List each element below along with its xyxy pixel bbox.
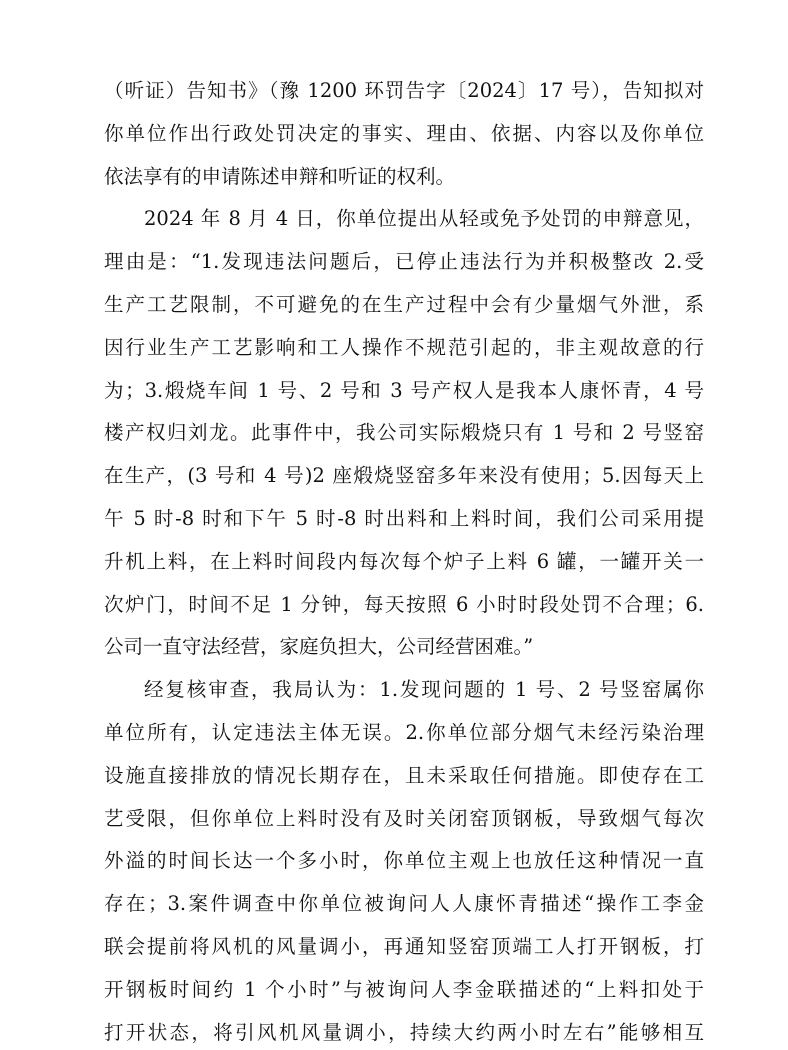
text-line: 依法享有的申请陈述申辩和听证的权利。 (104, 164, 456, 188)
text-line: 2024 年 8 月 4 日，你单位提出从轻或免予处罚的申辩意见， (144, 207, 704, 231)
text-line: 经复核审查，我局认为：1.发现问题的 1 号、2 号竖窑属你 (144, 678, 704, 702)
text-line: 开钢板时间约 1 个小时”与被询问人李金联描述的“上料扣处于 (104, 977, 704, 1001)
text-line: 升机上料，在上料时间段内每次每个炉子上料 6 罐，一罐开关一 (104, 549, 704, 573)
text-line: 在生产，(3 号和 4 号)2 座煅烧竖窑多年来没有使用；5.因每天上 (104, 464, 704, 488)
text-line: 存在；3.案件调查中你单位被询问人人康怀青描述“操作工李金 (104, 892, 704, 916)
text-line: 生产工艺限制，不可避免的在生产过程中会有少量烟气外泄，系 (104, 293, 704, 316)
text-line: 你单位作出行政处罚决定的事实、理由、依据、内容以及你单位 (104, 121, 704, 145)
text-line: 次炉门，时间不足 1 分钟，每天按照 6 小时时段处罚不合理；6. (104, 592, 704, 616)
text-line: 联会提前将风机的风量调小，再通知竖窑顶端工人打开钢板，打 (104, 935, 704, 958)
text-line: 为；3.煅烧车间 1 号、2 号和 3 号产权人是我本人康怀青，4 号 (104, 378, 704, 402)
text-line: 公司一直守法经营，家庭负担大，公司经营困难。” (104, 635, 534, 659)
text-line: 楼产权归刘龙。此事件中，我公司实际煅烧只有 1 号和 2 号竖窑 (104, 421, 704, 445)
text-line: 单位所有，认定违法主体无误。2.你单位部分烟气未经污染治理 (104, 721, 704, 744)
text-line: 设施直接排放的情况长期存在，且未采取任何措施。即使存在工 (104, 763, 704, 787)
text-line: 因行业生产工艺影响和工人操作不规范引起的，非主观故意的行 (104, 335, 704, 359)
text-line: 打开状态，将引风机风量调小，持续大约两小时左右”能够相互 (104, 1020, 704, 1044)
text-line: 外溢的时间长达一个多小时，你单位主观上也放任这种情况一直 (104, 849, 704, 873)
text-line: 艺受限，但你单位上料时没有及时关闭窑顶钢板，导致烟气每次 (104, 806, 704, 830)
text-line: 理由是：“1.发现违法问题后，已停止违法行为并积极整改 2.受 (104, 250, 704, 274)
text-line: （听证）告知书》（豫 1200 环罚告字〔2024〕17 号），告知拟对 (104, 79, 704, 102)
text-line: 午 5 时-8 时和下午 5 时-8 时出料和上料时间，我们公司采用提 (104, 507, 704, 530)
